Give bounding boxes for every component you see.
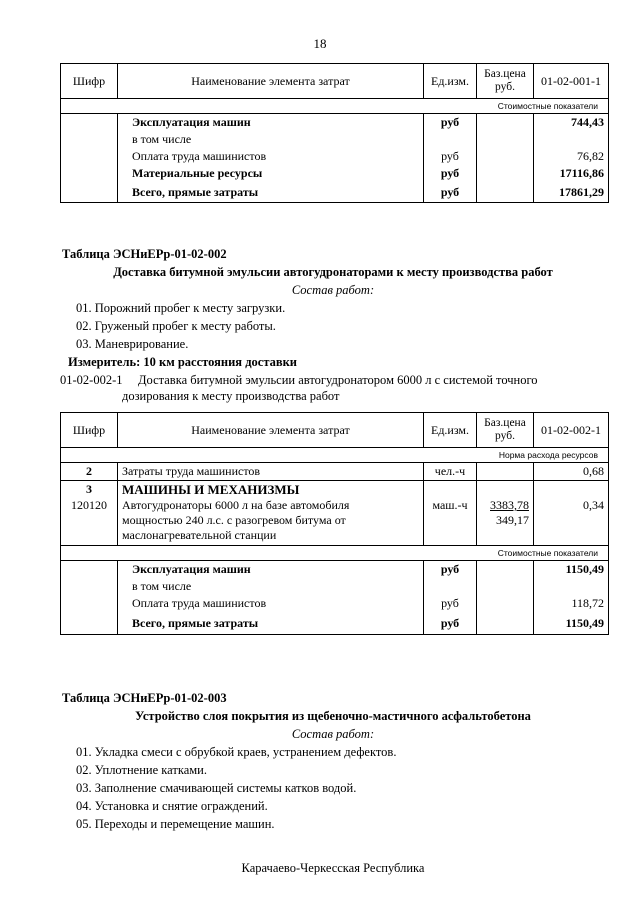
page-footer: Карачаево-Черкесская Республика (241, 861, 425, 875)
page-number: 18 (313, 36, 327, 51)
table-row: Оплата труда машинистов руб 118,72 (61, 595, 609, 612)
col-price: Баз.цена руб. (477, 413, 534, 448)
list-item: 02. Груженый пробег к месту работы. (76, 319, 276, 333)
table-row: Всего, прямые затраты руб 17861,29 (61, 182, 609, 203)
table-row: Всего, прямые затраты руб 1150,49 (61, 612, 609, 635)
table-row: в том числе (61, 578, 609, 595)
table-row: 3 МАШИНЫ И МЕХАНИЗМЫ (61, 481, 609, 499)
table-row: 120120 Автогудронаторы 6000 л на базе автомобиля мощностью 240 л.с. с разогревом битума от маслонагревательной станции маш.-ч 3383,78 349,17 0,34 (61, 498, 609, 546)
table-row: Эксплуатация машин руб 1150,49 (61, 561, 609, 579)
col-code: Шифр (61, 64, 118, 99)
col-price: Баз.цена руб. (477, 64, 534, 99)
col-name: Наименование элемента затрат (118, 413, 424, 448)
table-row: Материальные ресурсы руб 17116,86 (61, 165, 609, 182)
norm-description: Доставка битумной эмульсии автогудронатором 6000 л с системой точного (138, 373, 538, 387)
col-unit: Ед.изм. (424, 64, 477, 99)
list-item: 04. Установка и снятие ограждений. (76, 799, 268, 813)
section-title-002: Доставка битумной эмульсии автогудронаторами к месту производства работ (113, 265, 553, 279)
col-code: Шифр (61, 413, 118, 448)
section-cost: Стоимостные показатели (61, 546, 609, 561)
list-item: 03. Заполнение смачивающей системы катков водой. (76, 781, 357, 795)
list-item: 01. Укладка смеси с обрубкой краев, устранением дефектов. (76, 745, 397, 759)
table-label-002: Таблица ЭСНиЕРр-01-02-002 (62, 247, 227, 261)
list-item: 02. Уплотнение катками. (76, 763, 207, 777)
section-norm: Норма расхода ресурсов (61, 448, 609, 463)
composition-label: Состав работ: (291, 727, 375, 741)
col-name: Наименование элемента затрат (118, 64, 424, 99)
table-row: Эксплуатация машин руб 744,43 (61, 114, 609, 132)
table-01-02-001 (60, 63, 609, 203)
composition-label: Состав работ: (291, 283, 375, 297)
list-item: 03. Маневрирование. (76, 337, 189, 351)
table-label-003: Таблица ЭСНиЕРр-01-02-003 (62, 691, 227, 705)
col-norm: 01-02-001-1 (534, 64, 609, 99)
list-item: 05. Переходы и перемещение машин. (76, 817, 275, 831)
meter: Измеритель: 10 км расстояния доставки (68, 355, 298, 369)
table-row: 2 Затраты труда машинистов чел.-ч 0,68 (61, 463, 609, 481)
col-unit: Ед.изм. (424, 413, 477, 448)
table-01-02-002 (60, 412, 609, 635)
norm-code: 01-02-002-1 (60, 373, 123, 387)
table-row: Оплата труда машинистов руб 76,82 (61, 148, 609, 165)
list-item: 01. Порожний пробег к месту загрузки. (76, 301, 286, 315)
col-norm: 01-02-002-1 (534, 413, 609, 448)
section-title-003: Устройство слоя покрытия из щебеночно-мастичного асфальтобетона (135, 709, 531, 723)
table-row: в том числе (61, 131, 609, 148)
norm-description-cont: дозирования к месту производства работ (122, 389, 340, 403)
section-cost: Стоимостные показатели (61, 99, 609, 114)
